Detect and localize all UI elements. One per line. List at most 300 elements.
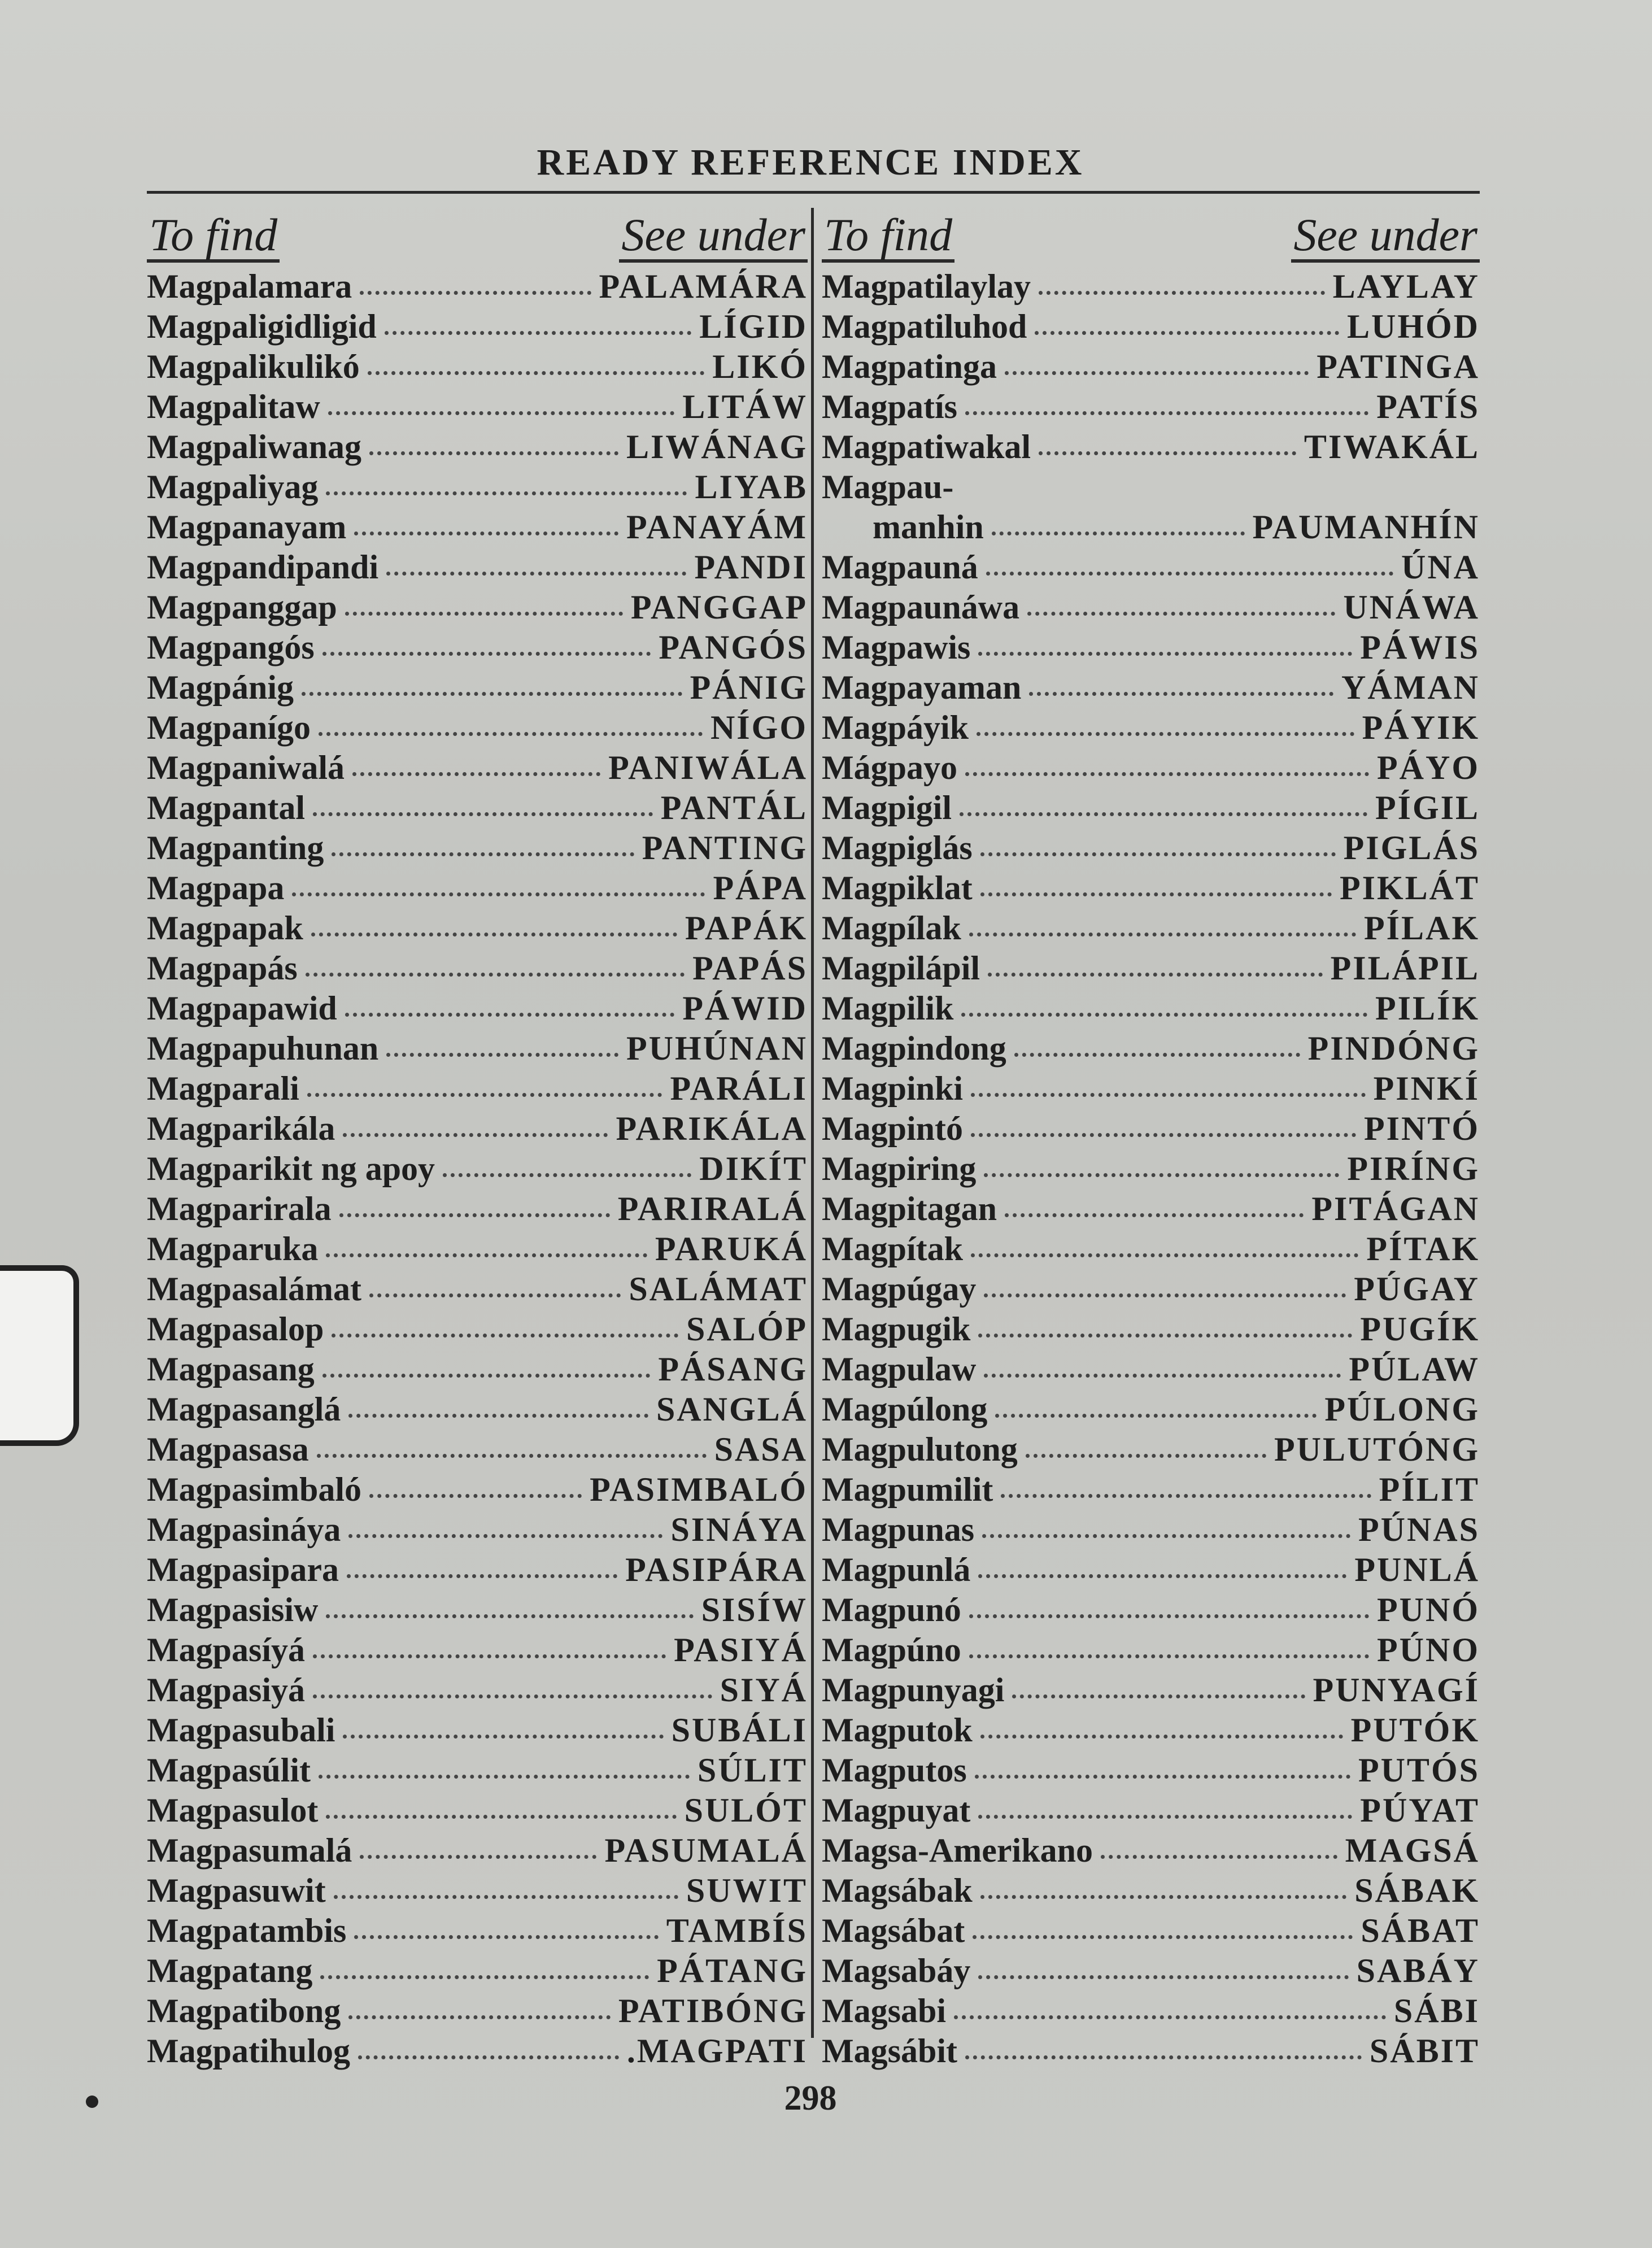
leader-dots bbox=[348, 1414, 648, 1418]
entry-target: PAPÁS bbox=[692, 949, 808, 987]
leader-dots bbox=[369, 1293, 621, 1297]
index-entry bbox=[147, 1430, 808, 1470]
index-entry bbox=[147, 1470, 808, 1510]
entry-word: Magpúlong bbox=[822, 1391, 988, 1428]
entry-word: Magpaligidligid bbox=[147, 308, 377, 345]
index-entry bbox=[822, 548, 1480, 588]
entry-word: Magsabi bbox=[822, 1992, 947, 2029]
entry-target: PUTÓK bbox=[1350, 1711, 1480, 1749]
page-number: 298 bbox=[784, 2079, 837, 2118]
entry-target: PÚYAT bbox=[1360, 1792, 1480, 1829]
leader-dots bbox=[348, 1534, 662, 1538]
leader-dots bbox=[386, 572, 686, 576]
entry-target: PÍLAK bbox=[1363, 909, 1480, 947]
entry-target: PÚLONG bbox=[1324, 1391, 1480, 1428]
index-entry bbox=[147, 1671, 808, 1711]
entry-word: Magpasisiw bbox=[147, 1591, 319, 1628]
entry-word: Magpandipandi bbox=[147, 548, 379, 586]
entry-target: SIYÁ bbox=[720, 1671, 808, 1709]
entry-word: Magpasimbaló bbox=[147, 1471, 362, 1508]
index-entry bbox=[822, 748, 1480, 788]
leader-dots bbox=[969, 1654, 1369, 1658]
entry-target: PILÁPIL bbox=[1330, 949, 1480, 987]
index-entry bbox=[822, 2032, 1480, 2072]
leader-dots bbox=[334, 1895, 678, 1899]
entry-target: PINKÍ bbox=[1373, 1070, 1480, 1107]
entry-word: Magpasuwit bbox=[147, 1872, 326, 1909]
leader-dots bbox=[317, 1454, 707, 1458]
entry-target: PUHÚNAN bbox=[626, 1030, 808, 1067]
entry-target: PUTÓS bbox=[1358, 1752, 1480, 1789]
entry-target: TAMBÍS bbox=[666, 1912, 808, 1949]
leader-dots bbox=[1005, 371, 1309, 375]
leader-dots bbox=[320, 1975, 649, 1979]
page-speck bbox=[86, 2095, 98, 2108]
leader-dots bbox=[322, 652, 651, 656]
to-find-header: To find bbox=[147, 211, 280, 263]
entry-word: Magsabáy bbox=[822, 1952, 971, 1989]
entry-word: Magpalikulikó bbox=[147, 348, 360, 385]
index-entry bbox=[147, 1029, 808, 1069]
entry-target: YÁMAN bbox=[1341, 669, 1480, 706]
leader-dots bbox=[965, 772, 1369, 776]
entry-target: PAPÁK bbox=[685, 909, 808, 947]
leader-dots bbox=[443, 1173, 691, 1177]
entry-word: Magparuka bbox=[147, 1230, 319, 1267]
entry-word: Magpuyat bbox=[822, 1792, 971, 1829]
leader-dots bbox=[313, 1654, 666, 1658]
entry-target: SISÍW bbox=[701, 1591, 808, 1628]
leader-dots bbox=[1101, 1855, 1337, 1859]
index-entry bbox=[822, 869, 1480, 909]
index-entry bbox=[822, 909, 1480, 949]
index-entry bbox=[822, 1831, 1480, 1871]
entry-word: Magpauná bbox=[822, 548, 978, 586]
entry-target: UNÁWA bbox=[1343, 589, 1480, 626]
leader-dots bbox=[975, 1775, 1350, 1779]
entry-word: Magparali bbox=[147, 1070, 299, 1107]
leader-dots bbox=[339, 1213, 610, 1217]
entry-word: Magpasumalá bbox=[147, 1832, 352, 1869]
leader-dots bbox=[369, 451, 618, 455]
leader-dots bbox=[313, 1694, 712, 1698]
entry-word: Magpigil bbox=[822, 789, 952, 826]
entry-word: Magputok bbox=[822, 1711, 973, 1749]
page-title: READY REFERENCE INDEX bbox=[537, 142, 1084, 183]
leader-dots bbox=[978, 652, 1352, 656]
entry-word: Magpumilit bbox=[822, 1471, 993, 1508]
index-entry bbox=[822, 588, 1480, 628]
entry-word: Magpasalámat bbox=[147, 1270, 361, 1308]
entry-word: Magpasubali bbox=[147, 1711, 335, 1749]
index-entry bbox=[822, 1751, 1480, 1791]
entry-word: Magpilápil bbox=[822, 949, 980, 987]
index-entry bbox=[147, 1270, 808, 1310]
entry-word: Magpatinga bbox=[822, 348, 997, 385]
leader-dots bbox=[971, 1253, 1358, 1257]
entry-target: PATINGA bbox=[1317, 348, 1480, 385]
left-entries bbox=[147, 267, 808, 2072]
leader-dots bbox=[1035, 331, 1339, 335]
index-entry bbox=[822, 1109, 1480, 1149]
index-entry bbox=[822, 1149, 1480, 1190]
leader-dots bbox=[326, 1614, 693, 1618]
leader-dots bbox=[988, 973, 1323, 977]
entry-target: SALÁMAT bbox=[629, 1270, 808, 1308]
leader-dots bbox=[345, 1013, 675, 1017]
entry-target: SASA bbox=[714, 1431, 808, 1468]
title-rule bbox=[147, 191, 1480, 194]
entry-word: Magpanting bbox=[147, 829, 324, 866]
index-entry bbox=[822, 347, 1480, 387]
entry-target: SALÓP bbox=[686, 1310, 808, 1348]
entry-word: Magpiklat bbox=[822, 869, 973, 907]
entry-target: PASIMBALÓ bbox=[590, 1471, 808, 1508]
entry-target: PIRÍNG bbox=[1347, 1150, 1480, 1187]
entry-target: PANGGAP bbox=[630, 589, 808, 626]
index-entry bbox=[822, 708, 1480, 748]
entry-target: .MAGPATI bbox=[626, 2032, 808, 2070]
index-entry bbox=[147, 628, 808, 668]
entry-target: PARÁLI bbox=[670, 1070, 808, 1107]
leader-dots bbox=[332, 1334, 678, 1338]
index-entry bbox=[822, 1591, 1480, 1631]
leader-dots bbox=[306, 973, 685, 977]
entry-word: Magpanayam bbox=[147, 508, 347, 546]
index-entry bbox=[822, 829, 1480, 869]
leader-dots bbox=[978, 1815, 1352, 1819]
entry-word: Magpatiwakal bbox=[822, 428, 1031, 465]
entry-target: PÍGIL bbox=[1375, 789, 1480, 826]
entry-word: Magpatihulog bbox=[147, 2032, 351, 2070]
leader-dots bbox=[347, 1574, 617, 1578]
leader-dots bbox=[1039, 291, 1325, 295]
entry-word: Magputos bbox=[822, 1752, 967, 1789]
index-entry bbox=[147, 1831, 808, 1871]
entry-target: PASIYÁ bbox=[674, 1631, 808, 1668]
column-divider bbox=[811, 208, 814, 2038]
leader-dots bbox=[980, 892, 1332, 896]
entry-word: Magpatang bbox=[147, 1952, 313, 1989]
leader-dots bbox=[973, 1935, 1353, 1939]
entry-word: Magpapuhunan bbox=[147, 1030, 379, 1067]
right-column-header bbox=[822, 201, 1480, 263]
entry-word: Magpasanglá bbox=[147, 1391, 341, 1428]
index-entry bbox=[147, 1711, 808, 1751]
index-entry bbox=[147, 1149, 808, 1190]
leader-dots bbox=[1001, 1494, 1371, 1498]
index-entry bbox=[147, 1911, 808, 1951]
entry-word: Magpasíyá bbox=[147, 1631, 306, 1668]
entry-target: PÚNAS bbox=[1358, 1511, 1480, 1548]
index-entry bbox=[822, 468, 1480, 548]
entry-target: PÚNO bbox=[1377, 1631, 1480, 1668]
leader-dots bbox=[326, 491, 687, 495]
entry-word: Magpasiyá bbox=[147, 1671, 306, 1709]
leader-dots bbox=[978, 1574, 1346, 1578]
index-entry bbox=[822, 1871, 1480, 1911]
entry-word: Magpasúlit bbox=[147, 1752, 311, 1789]
index-entry bbox=[147, 1390, 808, 1430]
leader-dots bbox=[954, 2015, 1386, 2019]
entry-target: PANAYÁM bbox=[626, 508, 808, 546]
entry-word: Magsábak bbox=[822, 1872, 973, 1909]
entry-target: PUGÍK bbox=[1360, 1310, 1480, 1348]
leader-dots bbox=[982, 1534, 1350, 1538]
entry-word: Magpunyagi bbox=[822, 1671, 1005, 1709]
index-entry bbox=[147, 1550, 808, 1591]
entry-word: Magpunó bbox=[822, 1591, 961, 1628]
index-entry bbox=[822, 1951, 1480, 1992]
leader-dots bbox=[986, 572, 1393, 576]
leader-dots bbox=[1039, 451, 1296, 455]
index-entry bbox=[147, 1871, 808, 1911]
entry-target: LITÁW bbox=[682, 388, 808, 425]
entry-word: Magpanígo bbox=[147, 709, 311, 746]
leader-dots bbox=[965, 411, 1368, 415]
index-entry bbox=[822, 1230, 1480, 1270]
leader-dots bbox=[980, 1735, 1343, 1739]
entry-target: PÍLIT bbox=[1379, 1471, 1480, 1508]
entry-word: Magpangós bbox=[147, 629, 315, 666]
entry-target: LIWÁNAG bbox=[626, 428, 808, 465]
entry-target: PÁYO bbox=[1377, 749, 1480, 786]
entry-target: SÁBAK bbox=[1354, 1872, 1480, 1909]
leader-dots bbox=[984, 1293, 1346, 1297]
entry-target: MAGSÁ bbox=[1345, 1832, 1480, 1869]
leader-dots bbox=[1014, 1053, 1300, 1057]
leader-dots bbox=[984, 1374, 1341, 1378]
entry-word: Magpaliyag bbox=[147, 468, 319, 506]
entry-word: Mágpayo bbox=[822, 749, 957, 786]
leader-dots bbox=[992, 531, 1245, 535]
index-entry bbox=[147, 267, 808, 307]
entry-word: Magpaliwanag bbox=[147, 428, 362, 465]
index-entry bbox=[822, 1190, 1480, 1230]
leader-dots bbox=[969, 1614, 1369, 1618]
index-entry bbox=[822, 628, 1480, 668]
leader-dots bbox=[971, 1133, 1356, 1137]
index-entry bbox=[147, 1069, 808, 1109]
leader-dots bbox=[326, 1253, 647, 1257]
entry-target: PINTÓ bbox=[1363, 1110, 1480, 1147]
leader-dots bbox=[343, 1133, 608, 1137]
entry-word: Magpítak bbox=[822, 1230, 964, 1267]
entry-word: Magpalamara bbox=[147, 268, 352, 305]
entry-word: Magpiring bbox=[822, 1150, 977, 1187]
index-entry bbox=[147, 2032, 808, 2072]
entry-word: Magsábat bbox=[822, 1912, 965, 1949]
entry-word: Magpasalop bbox=[147, 1310, 324, 1348]
entry-target: PINDÓNG bbox=[1307, 1030, 1480, 1067]
index-entry bbox=[147, 508, 808, 548]
entry-word: Magpunlá bbox=[822, 1551, 971, 1588]
index-entry bbox=[147, 708, 808, 748]
entry-word: Magpúno bbox=[822, 1631, 961, 1668]
index-entry bbox=[147, 788, 808, 829]
entry-target: PÁTANG bbox=[657, 1952, 808, 1989]
index-entry bbox=[147, 468, 808, 508]
entry-word: Magpasang bbox=[147, 1350, 315, 1388]
index-entry bbox=[147, 347, 808, 387]
entry-word: Magparikála bbox=[147, 1110, 335, 1147]
left-column bbox=[147, 201, 808, 2072]
entry-word: Magpasináya bbox=[147, 1511, 341, 1548]
entry-target: SANGLÁ bbox=[656, 1391, 808, 1428]
index-entry bbox=[147, 588, 808, 628]
leader-dots bbox=[302, 692, 682, 696]
entry-target: PÁWIS bbox=[1360, 629, 1480, 666]
leader-dots bbox=[965, 2055, 1362, 2059]
entry-word: Magpapak bbox=[147, 909, 303, 947]
index-entry bbox=[822, 1270, 1480, 1310]
entry-target: PASUMALÁ bbox=[604, 1832, 808, 1869]
entry-target: PANIWÁLA bbox=[608, 749, 808, 786]
see-under-header: See under bbox=[1291, 211, 1480, 263]
index-entry bbox=[822, 1310, 1480, 1350]
see-under-header: See under bbox=[619, 211, 808, 263]
entry-target: SABÁY bbox=[1356, 1952, 1480, 1989]
entry-word: Magpatibong bbox=[147, 1992, 341, 2029]
leader-dots bbox=[386, 1053, 618, 1057]
leader-dots bbox=[961, 1013, 1367, 1017]
entry-target: LIYAB bbox=[695, 468, 808, 506]
entry-target: PÁSANG bbox=[658, 1350, 808, 1388]
entry-word: Magpúgay bbox=[822, 1270, 977, 1308]
index-entry bbox=[822, 387, 1480, 428]
entry-target: SÁBAT bbox=[1361, 1912, 1480, 1949]
leader-dots bbox=[328, 411, 675, 415]
entry-target: PUNÓ bbox=[1377, 1591, 1480, 1628]
leader-dots bbox=[348, 2015, 610, 2019]
index-entry bbox=[147, 307, 808, 347]
entry-word: Magpulaw bbox=[822, 1350, 977, 1388]
entry-word: Magpapás bbox=[147, 949, 298, 987]
leader-dots bbox=[307, 1093, 662, 1097]
leader-dots bbox=[311, 933, 677, 936]
entry-target: ÚNA bbox=[1401, 548, 1480, 586]
index-entry bbox=[147, 668, 808, 708]
page-tab-marker bbox=[0, 1265, 79, 1446]
entry-word: Magparirala bbox=[147, 1190, 332, 1227]
leader-dots bbox=[343, 1735, 663, 1739]
entry-word: Magpawis bbox=[822, 629, 971, 666]
index-entry bbox=[822, 989, 1480, 1029]
entry-word: Magpugik bbox=[822, 1310, 971, 1348]
leader-dots bbox=[352, 772, 600, 776]
entry-target: LUHÓD bbox=[1346, 308, 1480, 345]
leader-dots bbox=[1029, 692, 1333, 696]
entry-target: DIKÍT bbox=[699, 1150, 808, 1187]
index-entry bbox=[822, 1069, 1480, 1109]
entry-word: Magpilik bbox=[822, 990, 954, 1027]
entry-target: PALAMÁRA bbox=[599, 268, 808, 305]
left-column-header bbox=[147, 201, 808, 263]
entry-target: SUBÁLI bbox=[671, 1711, 808, 1749]
entry-target: PILÍK bbox=[1375, 990, 1480, 1027]
entry-target: LAYLAY bbox=[1332, 268, 1480, 305]
leader-dots bbox=[369, 1494, 582, 1498]
right-column bbox=[822, 201, 1480, 2072]
index-entry bbox=[822, 1671, 1480, 1711]
entry-word: Magpatís bbox=[822, 388, 957, 425]
entry-word: Magpatambis bbox=[147, 1912, 347, 1949]
entry-word: Magpanggap bbox=[147, 589, 337, 626]
entry-word: Magsa-Amerikano bbox=[822, 1832, 1093, 1869]
entry-target: PUNYAGÍ bbox=[1313, 1671, 1480, 1709]
index-entry bbox=[147, 1591, 808, 1631]
index-entry bbox=[147, 949, 808, 989]
entry-target: PAUMANHÍN bbox=[1252, 508, 1480, 546]
leader-dots bbox=[995, 1414, 1317, 1418]
index-entry bbox=[147, 1951, 808, 1992]
entry-target: NÍGO bbox=[710, 709, 808, 746]
entry-word: Magpatilaylay bbox=[822, 268, 1031, 305]
entry-target: SÁBIT bbox=[1369, 2032, 1480, 2070]
index-entry bbox=[147, 1791, 808, 1831]
entry-word: Magpulutong bbox=[822, 1431, 1018, 1468]
index-entry bbox=[147, 869, 808, 909]
entry-target: SÚLIT bbox=[697, 1752, 808, 1789]
entry-word: Magpasipara bbox=[147, 1551, 339, 1588]
leader-dots bbox=[1012, 1694, 1305, 1698]
entry-word: Magsábit bbox=[822, 2032, 957, 2070]
index-entry bbox=[147, 387, 808, 428]
entry-target: SÁBI bbox=[1393, 1992, 1480, 2029]
index-entry bbox=[822, 1631, 1480, 1671]
leader-dots bbox=[326, 1815, 676, 1819]
entry-target: SULÓT bbox=[684, 1792, 808, 1829]
leader-dots bbox=[358, 2055, 619, 2059]
index-entry bbox=[147, 1992, 808, 2032]
entry-target: PATÍS bbox=[1376, 388, 1480, 425]
leader-dots bbox=[1027, 612, 1335, 616]
leader-dots bbox=[319, 732, 703, 736]
index-entry bbox=[147, 1190, 808, 1230]
entry-word: Magpantal bbox=[147, 789, 306, 826]
to-find-header: To find bbox=[822, 211, 954, 263]
leader-dots bbox=[368, 371, 704, 375]
entry-target: PÁPA bbox=[713, 869, 808, 907]
entry-target: LÍGID bbox=[699, 308, 808, 345]
entry-word: Magpánig bbox=[147, 669, 294, 706]
leader-dots bbox=[385, 331, 692, 335]
index-entry bbox=[822, 1390, 1480, 1430]
leader-dots bbox=[345, 612, 623, 616]
entry-target: LIKÓ bbox=[712, 348, 808, 385]
entry-target: PANTING bbox=[642, 829, 808, 866]
entry-target: PÁNIG bbox=[690, 669, 808, 706]
entry-target: PARIRALÁ bbox=[617, 1190, 808, 1227]
index-entry bbox=[822, 1711, 1480, 1751]
entry-word: Magpintó bbox=[822, 1110, 964, 1147]
index-entry bbox=[147, 989, 808, 1029]
entry-target: SUWIT bbox=[686, 1872, 808, 1909]
entry-word: Magpindong bbox=[822, 1030, 1006, 1067]
entry-word: Magpayaman bbox=[822, 669, 1022, 706]
index-entry bbox=[822, 1430, 1480, 1470]
index-entry bbox=[822, 428, 1480, 468]
index-entry bbox=[147, 1310, 808, 1350]
entry-word: Magpaniwalá bbox=[147, 749, 345, 786]
index-entry bbox=[822, 788, 1480, 829]
index-entry bbox=[147, 428, 808, 468]
entry-word: Magpunas bbox=[822, 1511, 975, 1548]
index-entry bbox=[147, 1230, 808, 1270]
index-entry bbox=[147, 748, 808, 788]
leader-dots bbox=[360, 291, 591, 295]
index-entry bbox=[822, 1350, 1480, 1390]
